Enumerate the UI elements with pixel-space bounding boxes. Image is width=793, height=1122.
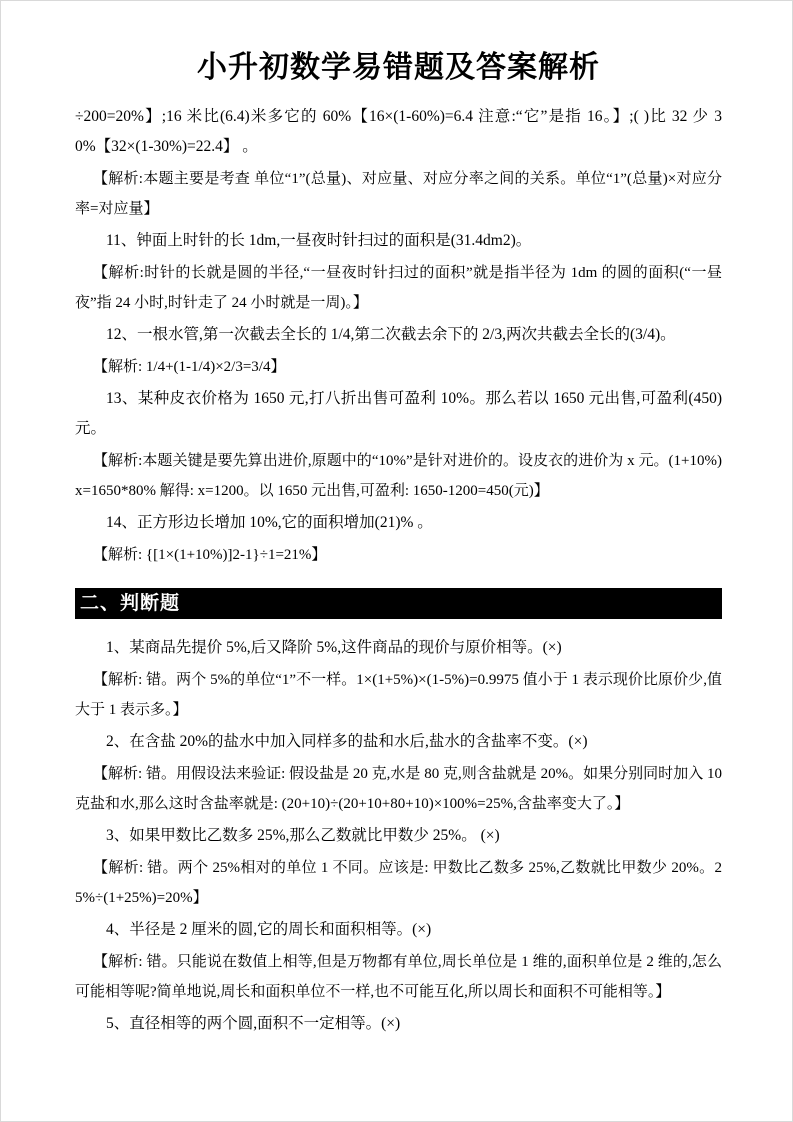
judgment-question-4: 4、半径是 2 厘米的圆,它的周长和面积相等。(×)	[106, 921, 432, 938]
question-11: 11、钟面上时针的长 1dm,一昼夜时针扫过的面积是(31.4dm2)。	[106, 232, 532, 249]
continuation-paragraph: ÷200=20%】;16 米比(6.4)米多它的 60%【16×(1-60%)=6.4 注意:“它”是指 16。】;( )比 32 少 30%【32×(1-30%)=22.4】 。	[75, 108, 722, 155]
question-12: 12、一根水管,第一次截去全长的 1/4,第二次截去余下的 2/3,两次共截去全长的(3/4)。	[106, 326, 676, 343]
judgment-question-1: 1、某商品先提价 5%,后又降阶 5%,这件商品的现价与原价相等。(×)	[106, 639, 562, 656]
document-title: 小升初数学易错题及答案解析	[197, 51, 600, 84]
judgment-question-2: 2、在含盐 20%的盐水中加入同样多的盐和水后,盐水的含盐率不变。(×)	[106, 733, 588, 750]
judgment-analysis-3: 【解析: 错。两个 25%相对的单位 1 不同。应该是: 甲数比乙数多 25%,乙数就比甲数少 20%。25%÷(1+25%)=20%】	[75, 860, 722, 906]
judgment-analysis-1: 【解析: 错。两个 5%的单位“1”不一样。1×(1+5%)×(1-5%)=0.9975 值小于 1 表示现价比原价少,值大于 1 表示多。】	[75, 672, 722, 718]
judgment-question-3: 3、如果甲数比乙数多 25%,那么乙数就比甲数少 25%。 (×)	[106, 827, 500, 844]
analysis-paragraph-12: 【解析: 1/4+(1-1/4)×2/3=3/4】	[93, 359, 286, 375]
judgment-question-5: 5、直径相等的两个圆,面积不一定相等。(×)	[106, 1015, 401, 1032]
analysis-paragraph-13: 【解析:本题关键是要先算出进价,原题中的“10%”是针对进价的。设皮衣的进价为 x 元。(1+10%)x=1650*80% 解得: x=1200。以 1650 元出售,可盈利: 1650-1200=450(元)】	[75, 453, 722, 499]
judgment-analysis-4: 【解析: 错。只能说在数值上相等,但是万物都有单位,周长单位是 1 维的,面积单位是 2 维的,怎么可能相等呢?简单地说,周长和面积单位不一样,也不可能互化,所以周长和面积不可能相等。】	[75, 954, 722, 1000]
analysis-paragraph-10: 【解析:本题主要是考查 单位“1”(总量)、对应量、对应分率之间的关系。单位“1”(总量)×对应分率=对应量】	[75, 171, 722, 217]
judgment-analysis-2: 【解析: 错。用假设法来验证: 假设盐是 20 克,水是 80 克,则含盐就是 20%。如果分别同时加入 10 克盐和水,那么这时含盐率就是: (20+10)÷(20+10+80+10)×100%=25%,含盐率变大了。】	[75, 766, 722, 812]
analysis-paragraph-11: 【解析:时针的长就是圆的半径,“一昼夜时针扫过的面积”就是指半径为 1dm 的圆的面积(“一昼夜”指 24 小时,时针走了 24 小时就是一周)。】	[75, 265, 722, 311]
analysis-paragraph-14: 【解析: {[1×(1+10%)]2-1}÷1=21%】	[93, 547, 327, 563]
section-heading-judgment: 二、判断题	[75, 588, 722, 619]
question-13: 13、某种皮衣价格为 1650 元,打八折出售可盈利 10%。那么若以 1650 元出售,可盈利(450)元。	[75, 390, 722, 437]
question-14: 14、正方形边长增加 10%,它的面积增加(21)% 。	[106, 514, 433, 531]
